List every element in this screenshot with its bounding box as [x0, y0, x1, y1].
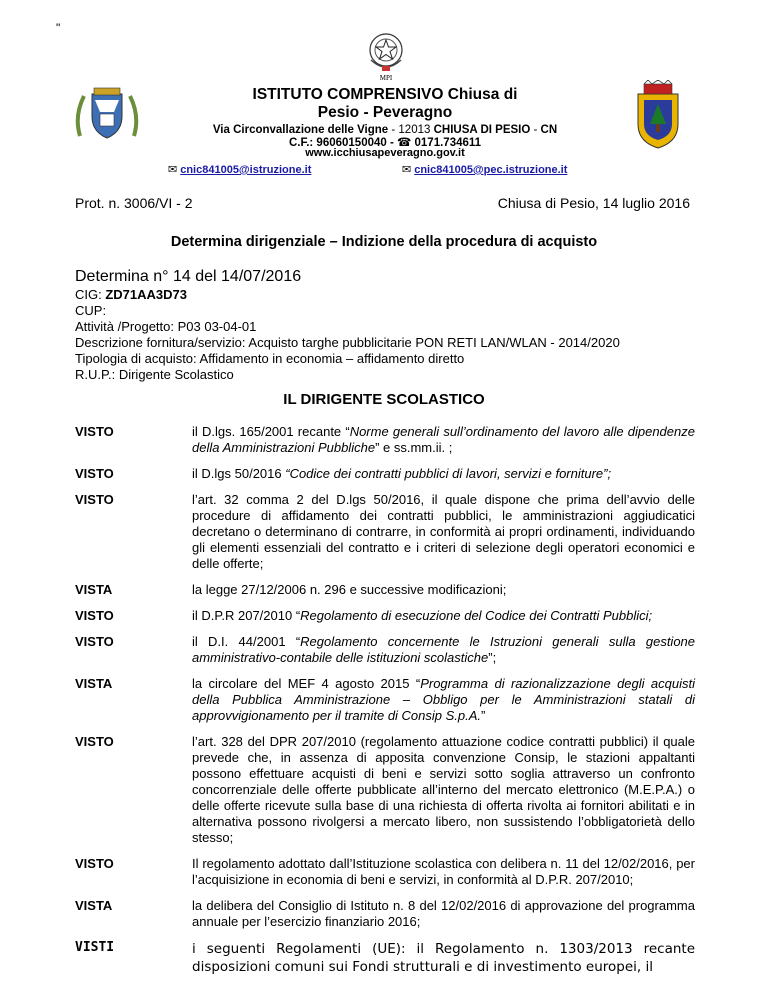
premise-row: VISTO l’art. 328 del DPR 207/2010 (regolamento attuazione codice contratti pubblici) il quale prevede che, in assenza di apposita convenzione Consip, le stazioni appaltanti possono effettuare acquisti di beni e servizi sotto soglia attraverso un confronto concorrenziale delle offerte pubblicate all’interno del mercato elettronico (M.E.P.A.) o delle offerte ricevute sulla base di una richiesta di offerta rivolta ai fornitori abilitati e in alternativa possono rivolgersi a mercato libero, non sussistendo l’obbligatorietà dello stesso; [75, 734, 695, 845]
email-link[interactable]: ✉ cnic841005@istruzione.it [168, 164, 312, 176]
premise-row: VISTO il D.lgs 50/2016 “Codice dei contratti pubblici di lavori, servizi e forniture”; [75, 466, 612, 481]
premise-row: VISTA la legge 27/12/2006 n. 296 e successive modificazioni; [75, 582, 507, 597]
school-website[interactable]: www.icchiusapeveragno.gov.it [305, 147, 465, 159]
premises-list [75, 424, 695, 986]
place-date: Chiusa di Pesio, 14 luglio 2016 [497, 195, 690, 211]
emblem-caption: MPI [379, 74, 393, 82]
pec-email-link[interactable]: ✉ cnic841005@pec.istruzione.it [402, 164, 568, 176]
envelope-icon: ✉ [168, 164, 178, 176]
premise-row: VISTO l’art. 32 comma 2 del D.lgs 50/2016, il quale dispone che prima dell’avvio delle procedure di affidamento dei contratti pubblici, le amministrazioni aggiudicatici decretano o determinano di contrarre, in conformità ai propri ordinamenti, individuando gli elementi essenziali del contratto e i criteri di selezione degli operatori economici e delle offerte; [75, 492, 695, 571]
premise-row: VISTA la circolare del MEF 4 agosto 2015 “Programma di razionalizzazione degli acquisti della Pubblica Amministrazione – Obbligo per le Amministrazioni statali di approvvigionamento per il tramite di Consip S.p.A.” [75, 676, 695, 723]
section-heading: IL DIRIGENTE SCOLASTICO [283, 391, 485, 408]
school-name: ISTITUTO COMPRENSIVO Chiusa di Pesio - Peveragno [252, 86, 518, 121]
determina-number: Determina n° 14 del 14/07/2016 [75, 268, 302, 285]
envelope-icon: ✉ [402, 164, 412, 176]
cig-code: ZD71AA3D73 [105, 287, 187, 302]
premise-row: VISTO il D.I. 44/2001 “Regolamento concernente le Istruzioni generali sulla gestione amministrativo-contabile delle istituzioni scolastiche”; [75, 634, 696, 665]
municipal-coat-of-arms-icon [630, 80, 686, 152]
italian-emblem-icon [366, 30, 406, 74]
school-address: Via Circonvallazione delle Vigne - 12013 CHIUSA DI PESIO - CN C.F.: 96060150040 - ☎ 0171.734611 [190, 124, 580, 150]
procurement-details: CIG: ZD71AA3D73 CUP: Attività /Progetto: P03 03-04-01 Descrizione fornitura/servizio: Acquisto targhe pubblicitarie PON RETI LAN/WLAN - 2014/2020 Tipologia di acquisto: Affidamento in economia – affidamento diretto R.U.P.: Dirigente Scolastico [75, 287, 620, 382]
school-coat-of-arms-icon [72, 86, 142, 146]
premise-row: VISTO il D.lgs. 165/2001 recante “Norme generali sull’ordinamento del lavoro alle dipendenze della Amministrazioni Pubbliche” e ss.mm.ii. ; [75, 424, 695, 455]
premise-row: VISTI i seguenti Regolamenti (UE): il Regolamento n. 1303/2013 recante disposizioni comuni sui Fondi strutturali e di investimento europei, il [75, 940, 695, 975]
document-title: Determina dirigenziale – Indizione della procedura di acquisto [170, 234, 598, 250]
premise-row: VISTA la delibera del Consiglio di Istituto n. 8 del 12/02/2016 di approvazione del programma annuale per l’esercizio finanziario 2016; [75, 898, 695, 929]
premise-row: VISTO Il regolamento adottato dall’Istituzione scolastica con delibera n. 11 del 12/02/2016, per l’acquisizione in economia di beni e servizi, in conformità al D.P.R. 207/2010; [75, 856, 695, 887]
protocol-number: Prot. n. 3006/VI - 2 [75, 195, 193, 211]
premise-row: VISTO il D.P.R 207/2010 “Regolamento di esecuzione del Codice dei Contratti Pubblici; [75, 608, 653, 623]
fiscal-code-phone: C.F.: 96060150040 - ☎ 0171.734611 [288, 137, 482, 149]
stray-mark: " [56, 21, 61, 35]
